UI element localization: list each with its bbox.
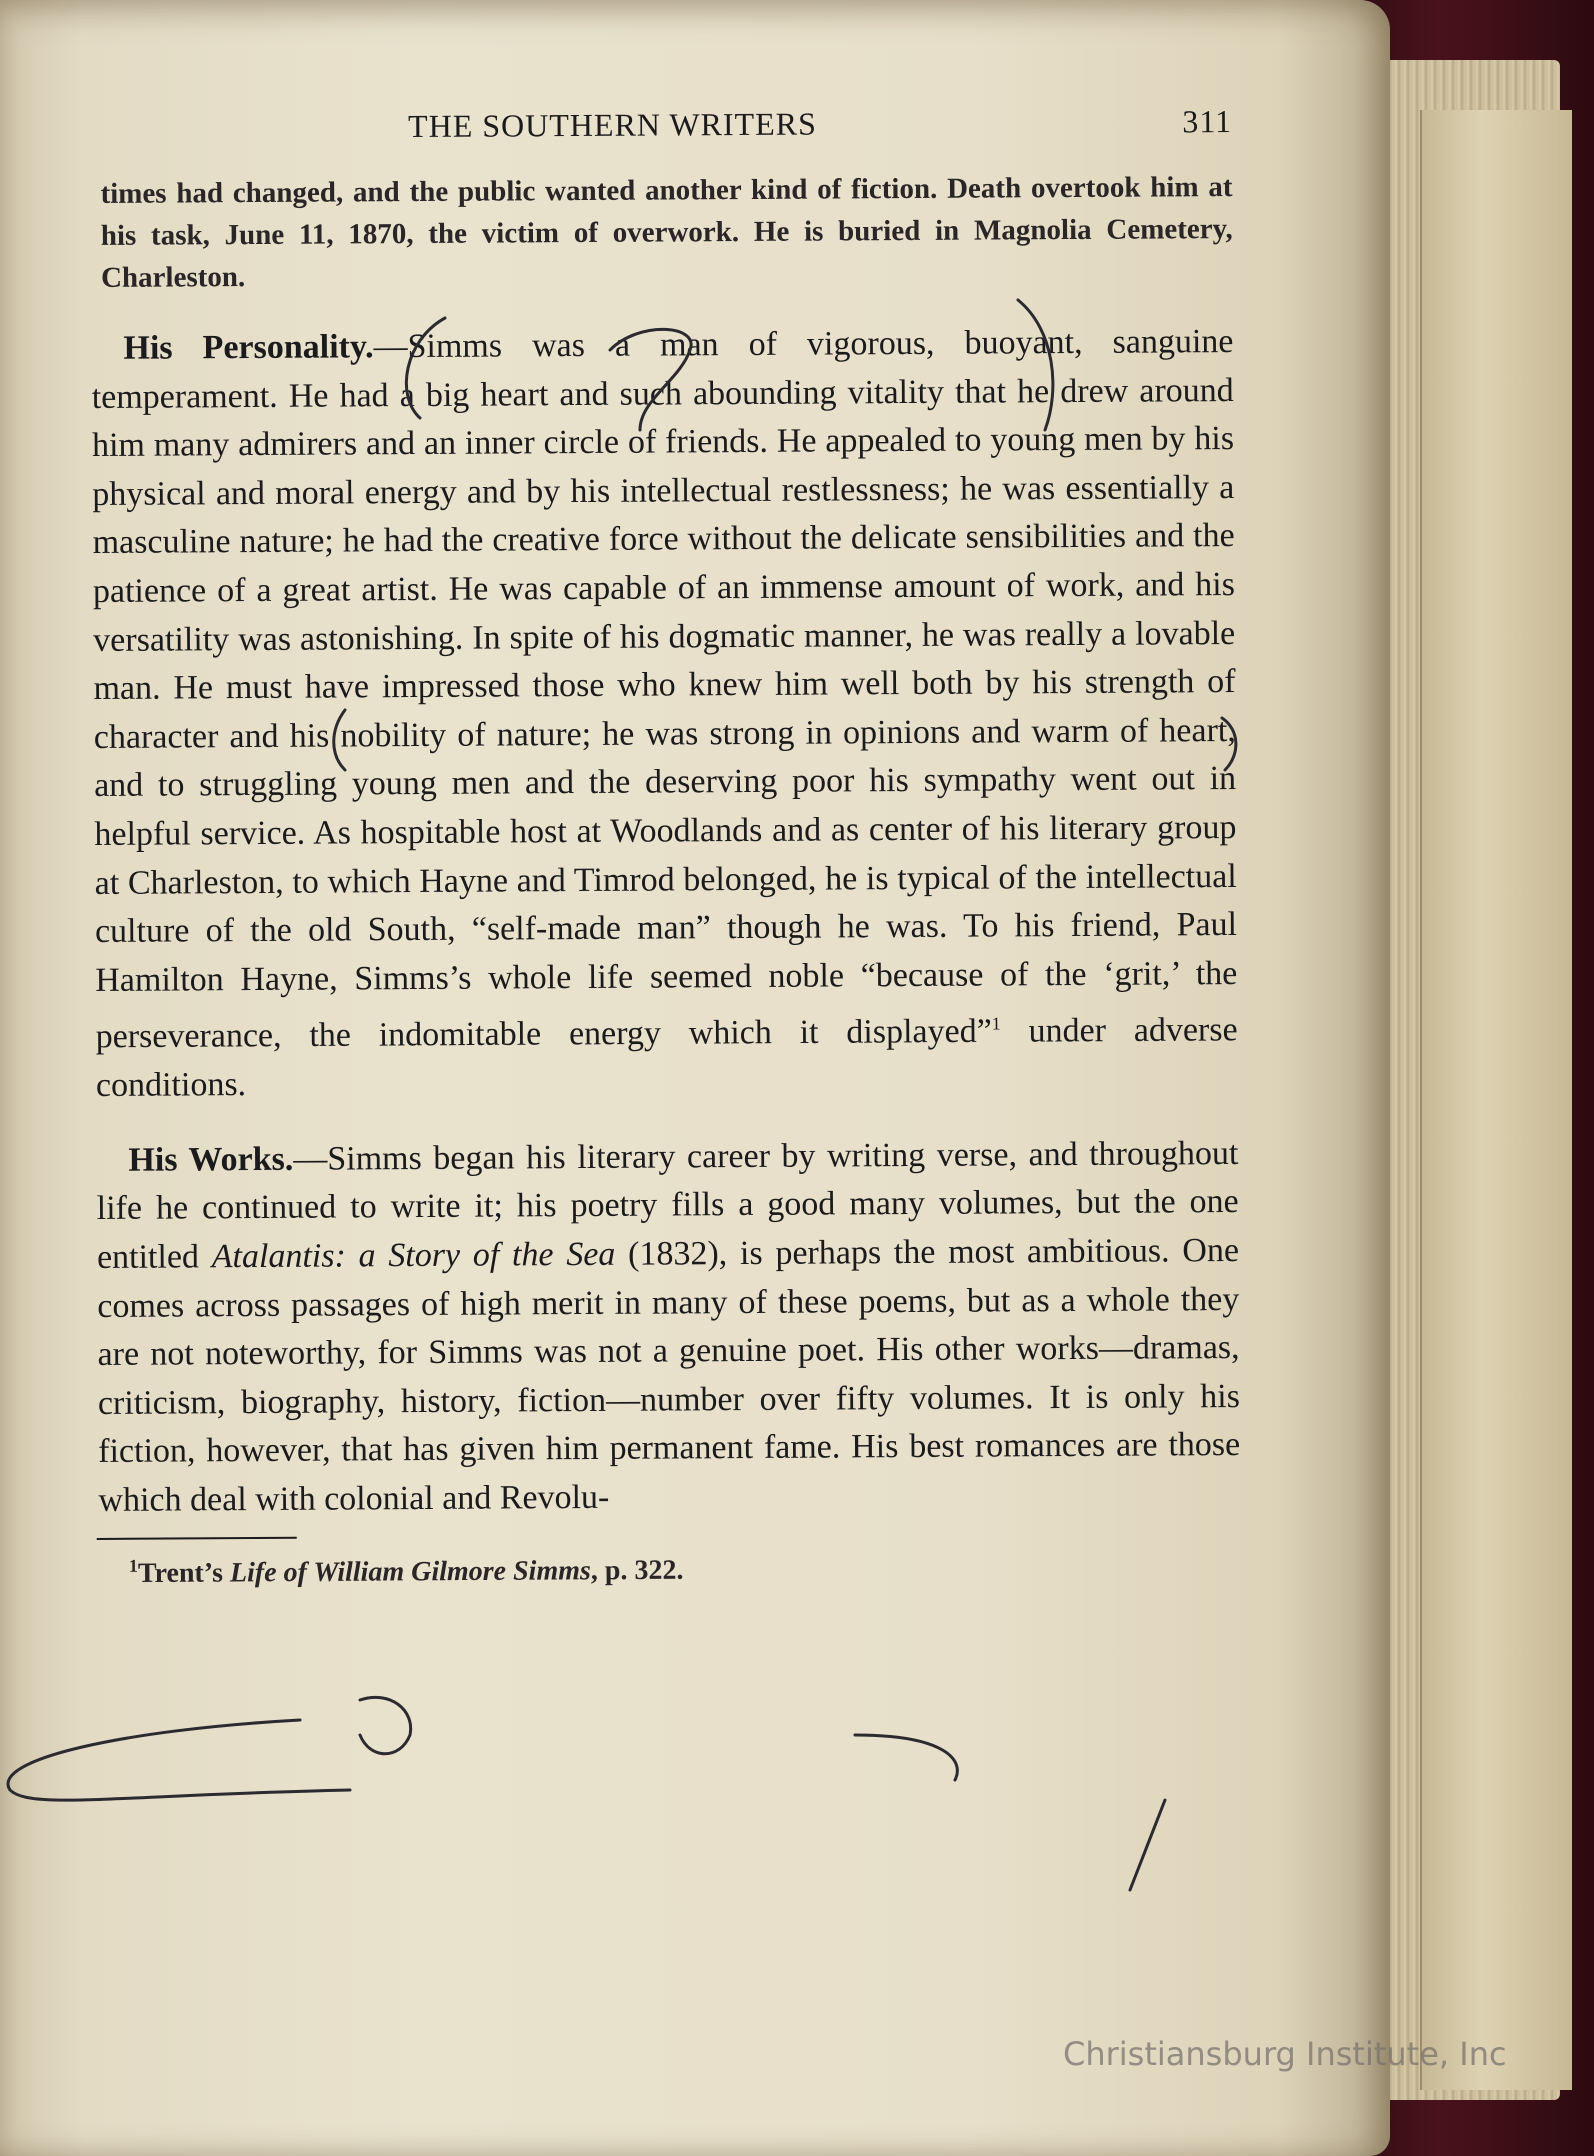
footnote [129,1549,1245,1590]
personality-paragraph [91,318,1238,1111]
watermark: Christiansburg Institute, Inc [1063,2035,1507,2073]
footnote-marker: 1 [128,1555,138,1576]
works-body-b: (1832), is perhaps the most ambitious. One comes across passages of high merit in many of these poems, but as a whole they are not noteworthy, for Simms was not a genuine poet. His other works—dramas, criticism, biography, history, fiction—number over fifty volumes. It is only his fiction, however, that has given him permanent fame. His best romances are those which deal with colonial and Revolu- [97,1232,1241,1519]
running-head [408,103,1232,145]
page-number: 311 [1182,103,1233,140]
footnote-suffix: , p. 322. [590,1554,684,1586]
page-text [88,103,1245,1590]
works-heading: His Works. [128,1140,294,1179]
footnote-prefix: Trent’s [137,1557,231,1589]
back-cover-edge [1420,110,1572,2090]
intro-paragraph: times had changed, and the public wanted another kind of fiction. Death overtook him at his task, June 11, 1870, the victim of overwork. He is buried in Magnolia Cemetery, Charleston. [100,171,1233,294]
works-body-a: —Simms began his literary career by writing verse, and throughout life he continued to write it; his poetry fills a good many volumes, but the one entitled [96,1134,1239,1276]
running-title: THE SOUTHERN WRITERS [407,105,817,145]
footnote-book-title: Life of William Gilmore Simms [229,1554,591,1589]
personality-body-end: under adverse conditions. [95,1011,1238,1105]
personality-body: —Simms was a man of vigorous, buoyant, sanguine temperament. He had a big heart and such abounding vitality that he drew around him many admirers and an inner circle of friends. He appealed to young men by his physical and moral energy and by his intellectual restlessness; he was essentially a masculine nature; he had the creative force without the delicate sensibilities and the patience of a great artist. He was capable of an immense amount of work, and his versatility was astonishing. In spite of his dogmatic manner, he was really a lovable man. He must have impressed those who knew him well both by his strength of character and his nobility of nature; he was strong in opinions and warm of heart, and to struggling young men and the deserving poor his sympathy went out in helpful service. As hospitable host at Woodlands and as center of his literary group at Charleston, to which Hayne and Timrod belonged, he is typical of the intellectual culture of the old South, “self-made man” though he was. To his friend, Paul Hamilton Hayne, Simms’s whole life seemed noble “because of the ‘grit,’ the perseverance, the indomitable energy which it displayed” [91,323,1238,1056]
personality-heading: His Personality. [123,328,374,367]
footnote-rule [97,1536,297,1539]
book-title-atalantis: Atalantis: a Story of the Sea [211,1235,616,1276]
works-paragraph [96,1130,1240,1526]
footnote-reference: 1 [991,1013,1001,1034]
